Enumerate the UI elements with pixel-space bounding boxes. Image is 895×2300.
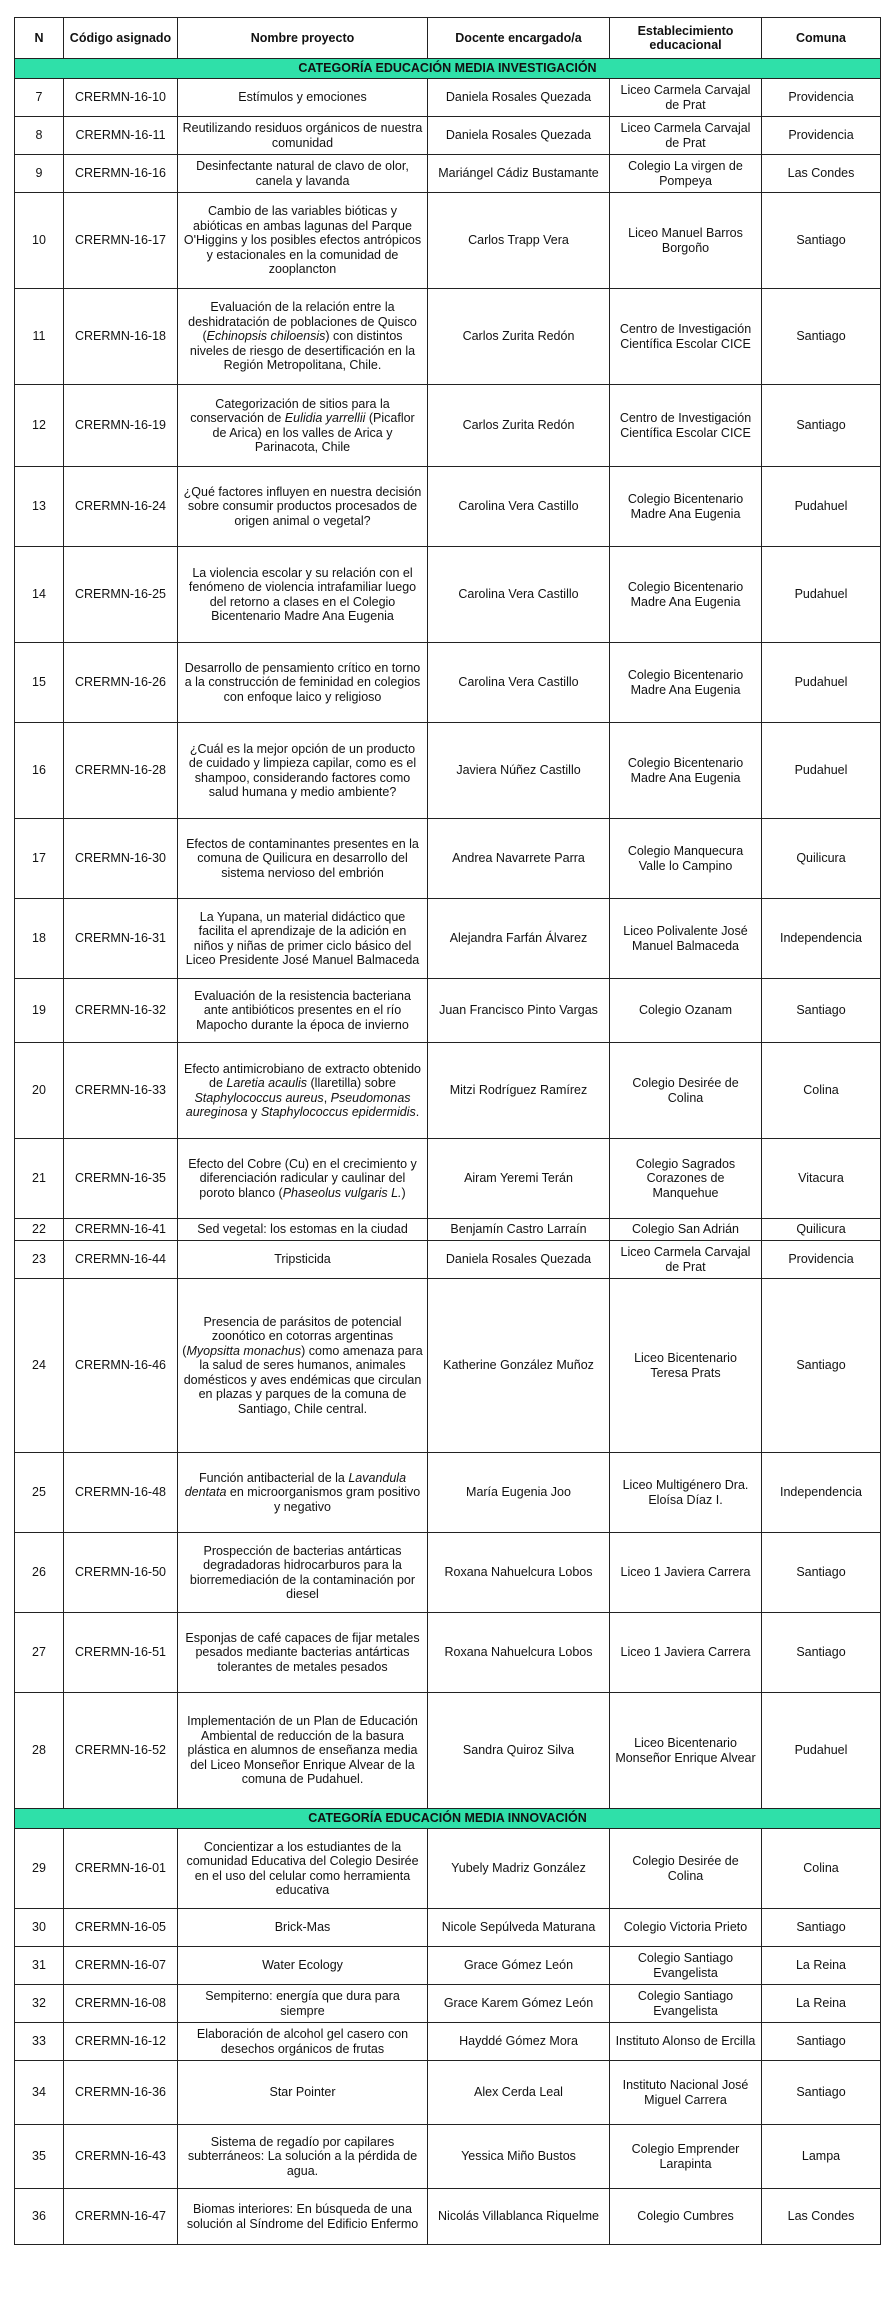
cell-school: Colegio Bicentenario Madre Ana Eugenia [610, 643, 762, 723]
cell-project: Desarrollo de pensamiento crítico en torno a la construcción de feminidad en colegios con enfoque laico y religioso [178, 643, 428, 723]
table-row [15, 643, 881, 723]
cell-comuna: Santiago [762, 1533, 881, 1613]
table-row [15, 547, 881, 643]
cell-school: Colegio Santiago Evangelista [610, 1947, 762, 1985]
table-row [15, 467, 881, 547]
header-teacher: Docente encargado/a [428, 18, 610, 59]
cell-project: Efecto antimicrobiano de extracto obtenido de Laretia acaulis (llaretilla) sobre Staphylococcus aureus, Pseudomonas aureginosa y Staphylococcus epidermidis. [178, 1043, 428, 1139]
table-row [15, 979, 881, 1043]
cell-n: 30 [15, 1909, 64, 1947]
cell-school: Colegio Manquecura Valle lo Campino [610, 819, 762, 899]
table-row [15, 289, 881, 385]
cell-comuna: Pudahuel [762, 467, 881, 547]
cell-n: 18 [15, 899, 64, 979]
cell-code: CRERMN-16-46 [64, 1279, 178, 1453]
table-row [15, 2061, 881, 2125]
cell-teacher: Nicole Sepúlveda Maturana [428, 1909, 610, 1947]
cell-n: 36 [15, 2189, 64, 2245]
cell-project: ¿Qué factores influyen en nuestra decisión sobre consumir productos procesados de origen animal o vegetal? [178, 467, 428, 547]
cell-teacher: Daniela Rosales Quezada [428, 79, 610, 117]
cell-school: Centro de Investigación Científica Escolar CICE [610, 385, 762, 467]
table-row [15, 79, 881, 117]
cell-comuna: Santiago [762, 289, 881, 385]
table-row [15, 1693, 881, 1809]
cell-code: CRERMN-16-17 [64, 193, 178, 289]
table-row [15, 899, 881, 979]
cell-n: 25 [15, 1453, 64, 1533]
cell-n: 27 [15, 1613, 64, 1693]
cell-project: Brick-Mas [178, 1909, 428, 1947]
table-row [15, 1985, 881, 2023]
cell-school: Liceo Carmela Carvajal de Prat [610, 1241, 762, 1279]
cell-comuna: Lampa [762, 2125, 881, 2189]
table-row [15, 155, 881, 193]
cell-n: 29 [15, 1829, 64, 1909]
cell-school: Colegio Bicentenario Madre Ana Eugenia [610, 547, 762, 643]
cell-code: CRERMN-16-05 [64, 1909, 178, 1947]
cell-school: Colegio Ozanam [610, 979, 762, 1043]
cell-code: CRERMN-16-01 [64, 1829, 178, 1909]
cell-comuna: Providencia [762, 117, 881, 155]
header-row [15, 18, 881, 59]
cell-school: Colegio Santiago Evangelista [610, 1985, 762, 2023]
cell-project: Función antibacterial de la Lavandula dentata en microorganismos gram positivo y negativo [178, 1453, 428, 1533]
cell-project: Water Ecology [178, 1947, 428, 1985]
cell-code: CRERMN-16-33 [64, 1043, 178, 1139]
cell-teacher: Sandra Quiroz Silva [428, 1693, 610, 1809]
table-row [15, 1279, 881, 1453]
cell-project: Biomas interiores: En búsqueda de una solución al Síndrome del Edificio Enfermo [178, 2189, 428, 2245]
cell-school: Colegio Victoria Prieto [610, 1909, 762, 1947]
cell-n: 8 [15, 117, 64, 155]
cell-teacher: Carolina Vera Castillo [428, 547, 610, 643]
cell-comuna: La Reina [762, 1947, 881, 1985]
cell-n: 33 [15, 2023, 64, 2061]
cell-teacher: Katherine González Muñoz [428, 1279, 610, 1453]
cell-code: CRERMN-16-25 [64, 547, 178, 643]
cell-code: CRERMN-16-26 [64, 643, 178, 723]
cell-project: Prospección de bacterias antárticas degradadoras hidrocarburos para la biorremediación de la contaminación por diesel [178, 1533, 428, 1613]
cell-code: CRERMN-16-51 [64, 1613, 178, 1693]
cell-teacher: Daniela Rosales Quezada [428, 1241, 610, 1279]
cell-code: CRERMN-16-18 [64, 289, 178, 385]
cell-project: Implementación de un Plan de Educación Ambiental de reducción de la basura plástica en alumnos de enseñanza media del Liceo Monseñor Enrique Alvear de la comuna de Pudahuel. [178, 1693, 428, 1809]
cell-comuna: Colina [762, 1043, 881, 1139]
table-row [15, 1909, 881, 1947]
cell-school: Colegio Sagrados Corazones de Manquehue [610, 1139, 762, 1219]
cell-school: Liceo Bicentenario Teresa Prats [610, 1279, 762, 1453]
cell-school: Liceo Polivalente José Manuel Balmaceda [610, 899, 762, 979]
cell-project: Concientizar a los estudiantes de la comunidad Educativa del Colegio Desirée en el uso del celular como herramienta educativa [178, 1829, 428, 1909]
cell-comuna: Santiago [762, 2023, 881, 2061]
cell-teacher: Javiera Núñez Castillo [428, 723, 610, 819]
table-row [15, 193, 881, 289]
cell-comuna: Santiago [762, 2061, 881, 2125]
cell-project: Efecto del Cobre (Cu) en el crecimiento y diferenciación radicular y caulinar del poroto blanco (Phaseolus vulgaris L.) [178, 1139, 428, 1219]
table-row [15, 1947, 881, 1985]
cell-project: Sed vegetal: los estomas en la ciudad [178, 1219, 428, 1241]
table-row [15, 2189, 881, 2245]
cell-n: 24 [15, 1279, 64, 1453]
header-school: Establecimiento educacional [610, 18, 762, 59]
table-row [15, 1139, 881, 1219]
category-row [15, 59, 881, 79]
cell-teacher: Grace Gómez León [428, 1947, 610, 1985]
projects-table [14, 17, 881, 2245]
cell-teacher: Alejandra Farfán Álvarez [428, 899, 610, 979]
cell-code: CRERMN-16-44 [64, 1241, 178, 1279]
cell-n: 28 [15, 1693, 64, 1809]
cell-project: Evaluación de la relación entre la deshidratación de poblaciones de Quisco (Echinopsis chiloensis) con distintos niveles de riesgo de desertificación en la Región Metropolitana, Chile. [178, 289, 428, 385]
cell-comuna: Santiago [762, 1613, 881, 1693]
cell-teacher: Daniela Rosales Quezada [428, 117, 610, 155]
cell-n: 19 [15, 979, 64, 1043]
cell-n: 10 [15, 193, 64, 289]
cell-teacher: Mariángel Cádiz Bustamante [428, 155, 610, 193]
cell-school: Liceo 1 Javiera Carrera [610, 1613, 762, 1693]
table-row [15, 819, 881, 899]
cell-n: 16 [15, 723, 64, 819]
cell-school: Colegio Desirée de Colina [610, 1829, 762, 1909]
cell-comuna: Independencia [762, 1453, 881, 1533]
cell-n: 14 [15, 547, 64, 643]
cell-teacher: Grace Karem Gómez León [428, 1985, 610, 2023]
cell-code: CRERMN-16-35 [64, 1139, 178, 1219]
cell-code: CRERMN-16-24 [64, 467, 178, 547]
cell-project: Cambio de las variables bióticas y abióticas en ambas lagunas del Parque O'Higgins y los posibles efectos antrópicos y estacionales en la comunidad de zooplancton [178, 193, 428, 289]
cell-code: CRERMN-16-31 [64, 899, 178, 979]
cell-teacher: Roxana Nahuelcura Lobos [428, 1613, 610, 1693]
table-row [15, 1613, 881, 1693]
cell-n: 23 [15, 1241, 64, 1279]
cell-code: CRERMN-16-08 [64, 1985, 178, 2023]
cell-code: CRERMN-16-36 [64, 2061, 178, 2125]
cell-teacher: Yessica Miño Bustos [428, 2125, 610, 2189]
cell-project: Elaboración de alcohol gel casero con desechos orgánicos de frutas [178, 2023, 428, 2061]
cell-n: 21 [15, 1139, 64, 1219]
cell-comuna: Independencia [762, 899, 881, 979]
table-row [15, 2125, 881, 2189]
cell-code: CRERMN-16-12 [64, 2023, 178, 2061]
cell-comuna: Pudahuel [762, 1693, 881, 1809]
cell-comuna: Las Condes [762, 2189, 881, 2245]
cell-comuna: Colina [762, 1829, 881, 1909]
cell-n: 32 [15, 1985, 64, 2023]
cell-code: CRERMN-16-48 [64, 1453, 178, 1533]
table-row [15, 1533, 881, 1613]
cell-teacher: Carlos Trapp Vera [428, 193, 610, 289]
cell-project: Esponjas de café capaces de fijar metales pesados mediante bacterias antárticas tolerantes de metales pesados [178, 1613, 428, 1693]
table-body [15, 59, 881, 2245]
cell-code: CRERMN-16-41 [64, 1219, 178, 1241]
cell-project: Presencia de parásitos de potencial zoonótico en cotorras argentinas (Myopsitta monachus) como amenaza para la salud de seres humanos, animales domésticos y aves endémicas que circulan en plazas y parques de la comuna de Santiago, Chile central. [178, 1279, 428, 1453]
cell-teacher: Benjamín Castro Larraín [428, 1219, 610, 1241]
cell-code: CRERMN-16-28 [64, 723, 178, 819]
cell-teacher: Mitzi Rodríguez Ramírez [428, 1043, 610, 1139]
cell-project: Sistema de regadío por capilares subterráneos: La solución a la pérdida de agua. [178, 2125, 428, 2189]
cell-comuna: Pudahuel [762, 723, 881, 819]
cell-comuna: Providencia [762, 1241, 881, 1279]
table-row [15, 723, 881, 819]
cell-comuna: Quilicura [762, 1219, 881, 1241]
cell-comuna: Vitacura [762, 1139, 881, 1219]
cell-code: CRERMN-16-43 [64, 2125, 178, 2189]
cell-n: 35 [15, 2125, 64, 2189]
cell-comuna: Quilicura [762, 819, 881, 899]
cell-teacher: Carlos Zurita Redón [428, 385, 610, 467]
cell-n: 12 [15, 385, 64, 467]
cell-n: 11 [15, 289, 64, 385]
cell-code: CRERMN-16-10 [64, 79, 178, 117]
cell-comuna: Santiago [762, 1279, 881, 1453]
cell-project: ¿Cuál es la mejor opción de un producto de cuidado y limpieza capilar, como es el shampoo, considerando factores como salud humana y medio ambiente? [178, 723, 428, 819]
cell-project: Estímulos y emociones [178, 79, 428, 117]
cell-comuna: Santiago [762, 385, 881, 467]
cell-comuna: Providencia [762, 79, 881, 117]
cell-n: 26 [15, 1533, 64, 1613]
cell-n: 22 [15, 1219, 64, 1241]
cell-teacher: Hayddé Gómez Mora [428, 2023, 610, 2061]
cell-school: Colegio Cumbres [610, 2189, 762, 2245]
cell-project: Star Pointer [178, 2061, 428, 2125]
cell-code: CRERMN-16-47 [64, 2189, 178, 2245]
cell-comuna: Santiago [762, 1909, 881, 1947]
table-row [15, 1241, 881, 1279]
cell-project: Tripsticida [178, 1241, 428, 1279]
cell-teacher: Andrea Navarrete Parra [428, 819, 610, 899]
cell-school: Instituto Nacional José Miguel Carrera [610, 2061, 762, 2125]
cell-comuna: Santiago [762, 979, 881, 1043]
cell-comuna: La Reina [762, 1985, 881, 2023]
cell-n: 34 [15, 2061, 64, 2125]
cell-school: Liceo Multigénero Dra. Eloísa Díaz I. [610, 1453, 762, 1533]
cell-code: CRERMN-16-16 [64, 155, 178, 193]
cell-teacher: Alex Cerda Leal [428, 2061, 610, 2125]
cell-comuna: Pudahuel [762, 643, 881, 723]
cell-teacher: Juan Francisco Pinto Vargas [428, 979, 610, 1043]
cell-school: Colegio Bicentenario Madre Ana Eugenia [610, 467, 762, 547]
cell-n: 9 [15, 155, 64, 193]
cell-n: 20 [15, 1043, 64, 1139]
cell-project: Categorización de sitios para la conservación de Eulidia yarrellii (Picaflor de Arica) en los valles de Arica y Parinacota, Chile [178, 385, 428, 467]
cell-project: Efectos de contaminantes presentes en la comuna de Quilicura en desarrollo del sistema nervioso del embrión [178, 819, 428, 899]
cell-school: Colegio Emprender Larapinta [610, 2125, 762, 2189]
cell-n: 31 [15, 1947, 64, 1985]
cell-n: 7 [15, 79, 64, 117]
cell-comuna: Las Condes [762, 155, 881, 193]
table-row [15, 2023, 881, 2061]
cell-school: Liceo Bicentenario Monseñor Enrique Alvear [610, 1693, 762, 1809]
cell-school: Liceo Manuel Barros Borgoño [610, 193, 762, 289]
cell-code: CRERMN-16-52 [64, 1693, 178, 1809]
cell-school: Colegio Desirée de Colina [610, 1043, 762, 1139]
cell-teacher: Yubely Madriz González [428, 1829, 610, 1909]
table-row [15, 385, 881, 467]
cell-comuna: Santiago [762, 193, 881, 289]
category-title: CATEGORÍA EDUCACIÓN MEDIA INNOVACIÓN [15, 1809, 881, 1829]
cell-teacher: Carolina Vera Castillo [428, 467, 610, 547]
table-row [15, 1829, 881, 1909]
cell-code: CRERMN-16-07 [64, 1947, 178, 1985]
cell-project: Evaluación de la resistencia bacteriana ante antibióticos presentes en el río Mapocho durante la época de invierno [178, 979, 428, 1043]
cell-project: Sempiterno: energía que dura para siempre [178, 1985, 428, 2023]
header-comuna: Comuna [762, 18, 881, 59]
cell-n: 13 [15, 467, 64, 547]
cell-code: CRERMN-16-32 [64, 979, 178, 1043]
cell-project: La Yupana, un material didáctico que facilita el aprendizaje de la adición en niños y niñas de primer ciclo básico del Liceo Presidente José Manuel Balmaceda [178, 899, 428, 979]
header-n: N [15, 18, 64, 59]
table-row [15, 1453, 881, 1533]
cell-teacher: Carolina Vera Castillo [428, 643, 610, 723]
cell-code: CRERMN-16-30 [64, 819, 178, 899]
cell-code: CRERMN-16-11 [64, 117, 178, 155]
cell-comuna: Pudahuel [762, 547, 881, 643]
cell-teacher: Roxana Nahuelcura Lobos [428, 1533, 610, 1613]
cell-n: 15 [15, 643, 64, 723]
cell-school: Liceo Carmela Carvajal de Prat [610, 79, 762, 117]
cell-teacher: Airam Yeremi Terán [428, 1139, 610, 1219]
table-row [15, 1043, 881, 1139]
cell-school: Colegio San Adrián [610, 1219, 762, 1241]
cell-school: Centro de Investigación Científica Escolar CICE [610, 289, 762, 385]
cell-project: La violencia escolar y su relación con el fenómeno de violencia intrafamiliar luego del retorno a clases en el Colegio Bicentenario Madre Ana Eugenia [178, 547, 428, 643]
category-row [15, 1809, 881, 1829]
header-code: Código asignado [64, 18, 178, 59]
cell-school: Liceo Carmela Carvajal de Prat [610, 117, 762, 155]
cell-project: Reutilizando residuos orgánicos de nuestra comunidad [178, 117, 428, 155]
cell-n: 17 [15, 819, 64, 899]
category-title: CATEGORÍA EDUCACIÓN MEDIA INVESTIGACIÓN [15, 59, 881, 79]
cell-school: Colegio Bicentenario Madre Ana Eugenia [610, 723, 762, 819]
table-row [15, 1219, 881, 1241]
cell-project: Desinfectante natural de clavo de olor, canela y lavanda [178, 155, 428, 193]
cell-school: Colegio La virgen de Pompeya [610, 155, 762, 193]
cell-code: CRERMN-16-19 [64, 385, 178, 467]
cell-code: CRERMN-16-50 [64, 1533, 178, 1613]
table-row [15, 117, 881, 155]
header-project: Nombre proyecto [178, 18, 428, 59]
cell-teacher: Carlos Zurita Redón [428, 289, 610, 385]
cell-school: Liceo 1 Javiera Carrera [610, 1533, 762, 1613]
cell-school: Instituto Alonso de Ercilla [610, 2023, 762, 2061]
cell-teacher: Nicolás Villablanca Riquelme [428, 2189, 610, 2245]
cell-teacher: María Eugenia Joo [428, 1453, 610, 1533]
